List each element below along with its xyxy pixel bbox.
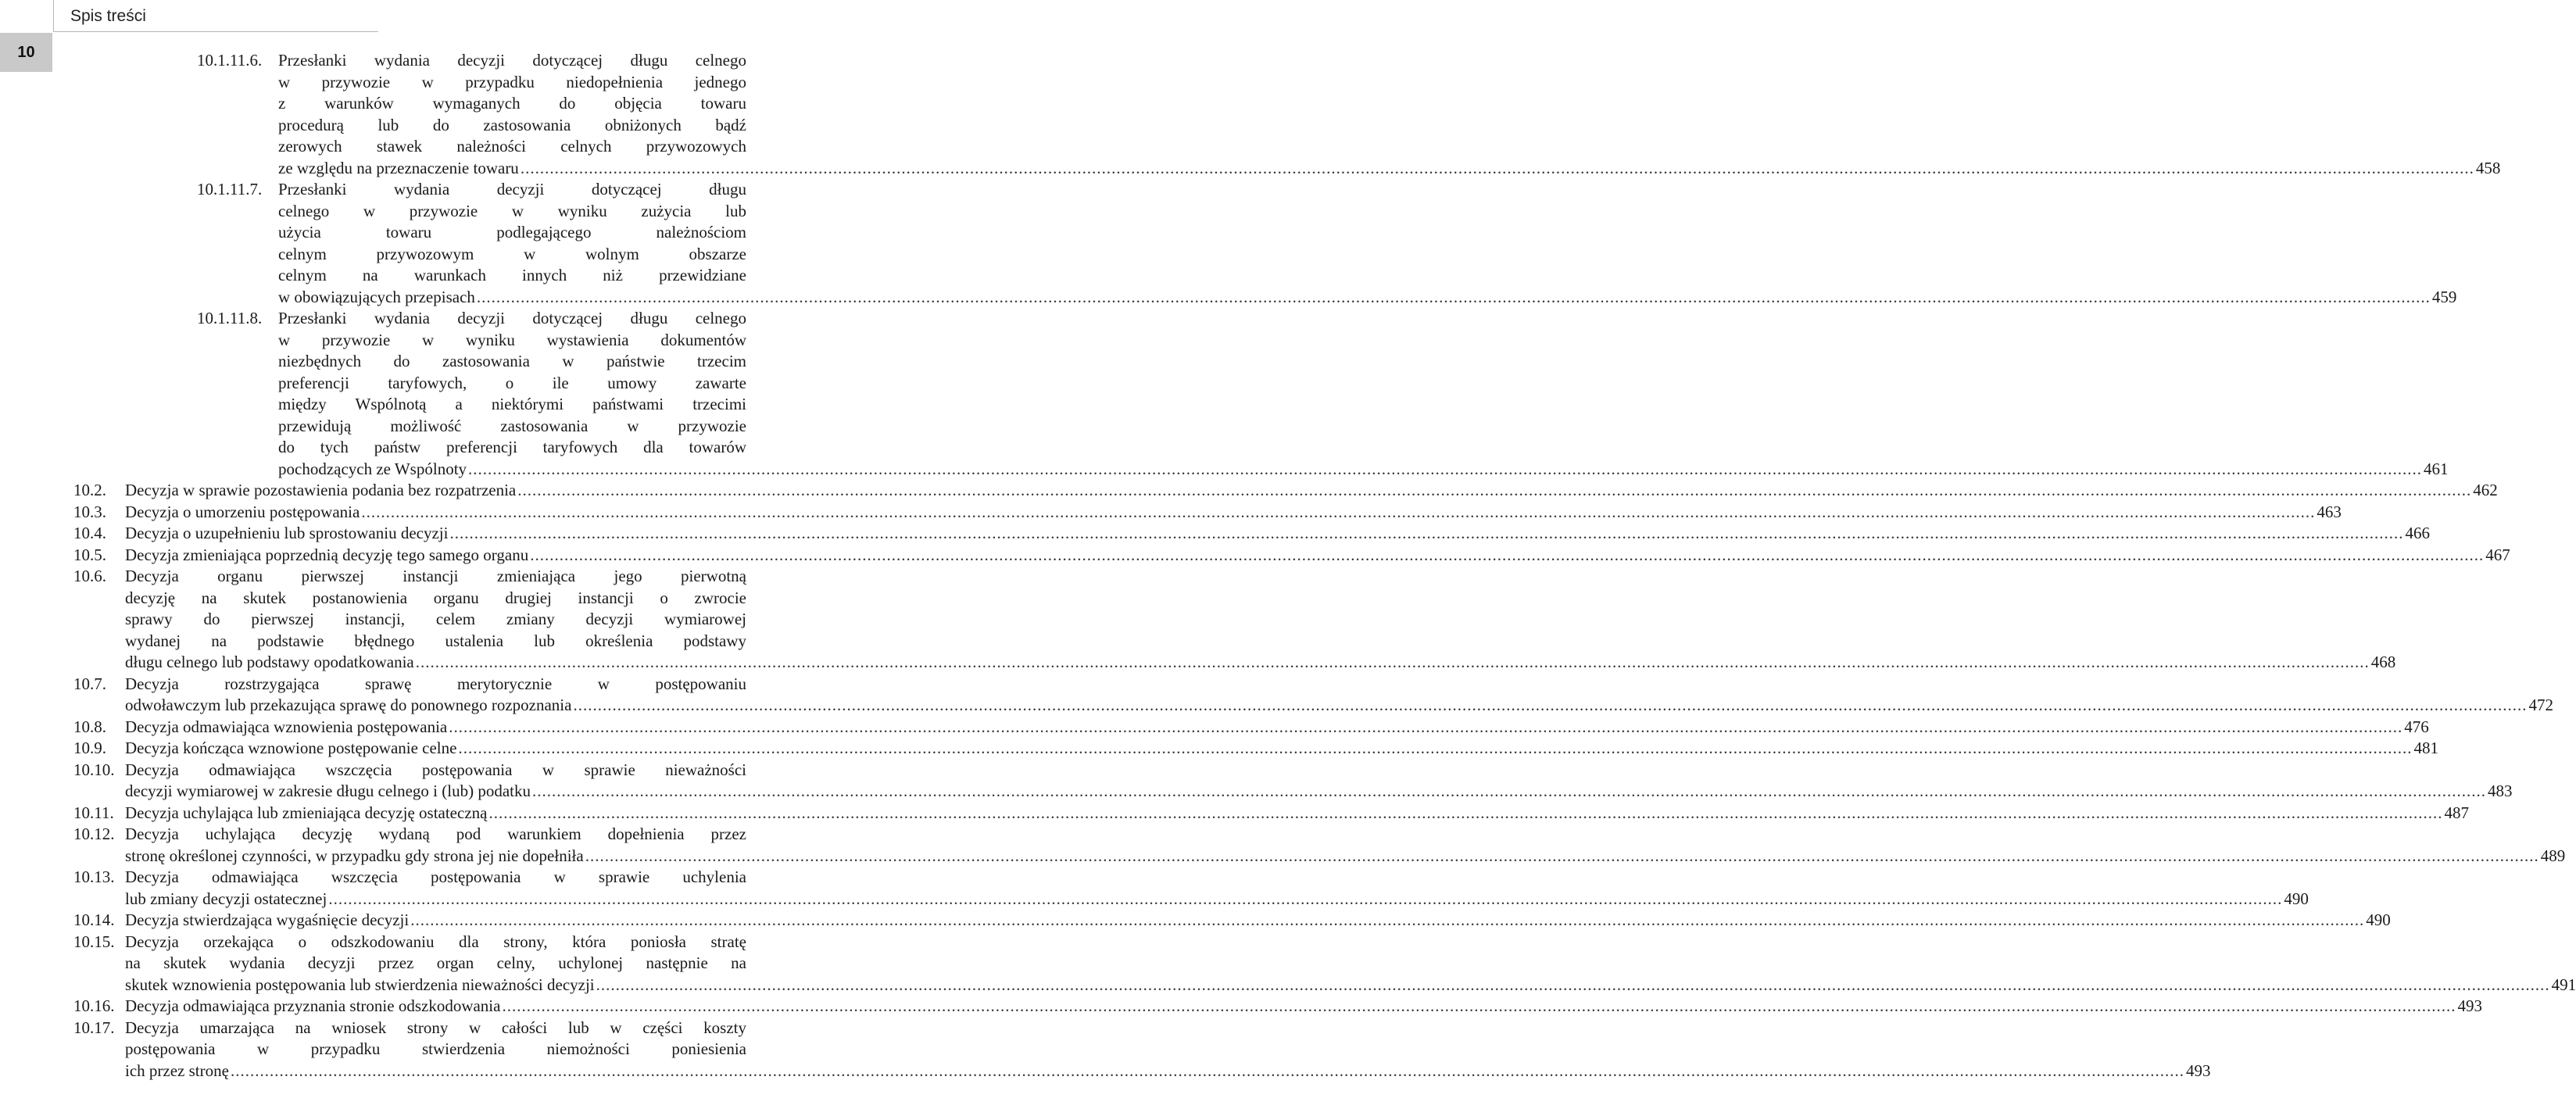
toc-entry-title-line: Decyzja odmawiająca przyznania stronie odszkodowania bbox=[125, 996, 501, 1015]
dot-leader: ................................................................................................................................................................................................................................................................................................................................................................................................................ bbox=[488, 803, 2443, 822]
toc-entry-last-line bbox=[125, 996, 2482, 1018]
toc-entry[interactable] bbox=[0, 824, 2566, 867]
dot-leader: ................................................................................................................................................................................................................................................................................................................................................................................................................ bbox=[585, 846, 2539, 865]
toc-entry-title-line: długu celnego lub podstawy opodatkowania bbox=[125, 653, 414, 671]
toc-entry-title-line: Decyzja uchylająca lub zmieniająca decyzję ostateczną bbox=[125, 803, 488, 822]
toc-entry-title-line: Decyzja o uzupełnieniu lub sprostowaniu decyzji bbox=[125, 524, 449, 542]
dot-leader: ................................................................................................................................................................................................................................................................................................................................................................................................................ bbox=[415, 653, 2370, 671]
dot-leader: ................................................................................................................................................................................................................................................................................................................................................................................................................ bbox=[573, 696, 2528, 714]
toc-entry-title-line: użycia towaru podlegającego należnościom bbox=[278, 223, 746, 241]
toc-entry-page-number: 459 bbox=[2431, 287, 2457, 306]
dot-leader: ................................................................................................................................................................................................................................................................................................................................................................................................................ bbox=[530, 545, 2485, 564]
toc-entry-title-line: zerowych stawek należności celnych przywozowych bbox=[278, 137, 746, 156]
toc-entry-title bbox=[125, 523, 2430, 545]
toc-entry-page-number: 491 bbox=[2551, 975, 2576, 994]
toc-entry-title bbox=[125, 717, 2429, 739]
dot-leader: ................................................................................................................................................................................................................................................................................................................................................................................................................ bbox=[458, 739, 2413, 757]
toc-entry-page-number: 467 bbox=[2485, 545, 2510, 564]
toc-entry[interactable] bbox=[0, 738, 2438, 760]
toc-entry-title-line: ich przez stronę bbox=[125, 1061, 229, 1080]
toc-entry-title bbox=[125, 910, 2391, 932]
toc-entry[interactable] bbox=[0, 760, 2513, 803]
header-horizontal-rule bbox=[53, 31, 378, 32]
toc-entry-title-line: Decyzja odmawiająca wszczęcia postępowania w sprawie nieważności bbox=[125, 760, 746, 779]
dot-leader: ................................................................................................................................................................................................................................................................................................................................................................................................................ bbox=[476, 287, 2431, 306]
page-number-badge: 10 bbox=[0, 33, 52, 72]
toc-entry-page-number: 493 bbox=[2457, 996, 2482, 1015]
dot-leader: ................................................................................................................................................................................................................................................................................................................................................................................................................ bbox=[230, 1061, 2184, 1080]
toc-entry-page-number: 481 bbox=[2413, 739, 2438, 757]
toc-entry-page-number: 468 bbox=[2370, 653, 2396, 671]
toc-entry-last-line bbox=[125, 523, 2430, 545]
toc-entry-title bbox=[125, 996, 2482, 1018]
toc-entry-title bbox=[125, 803, 2469, 824]
toc-entry-title-line: Decyzja kończąca wznowione postępowanie celne bbox=[125, 739, 457, 757]
toc-entry-title bbox=[125, 674, 2553, 717]
toc-entry-title-line: celnym na warunkach innych niż przewidziane bbox=[278, 266, 746, 284]
toc-entry-title-line: z warunków wymaganych do objęcia towaru bbox=[278, 94, 746, 113]
toc-entry-page-number: 462 bbox=[2473, 481, 2498, 499]
toc-entry-title-line: Decyzja odmawiająca wszczęcia postępowania w sprawie uchylenia bbox=[125, 867, 746, 886]
toc-entry-title bbox=[125, 867, 2309, 910]
toc-entry-last-line bbox=[125, 1061, 2211, 1082]
toc-entry[interactable] bbox=[0, 545, 2510, 567]
toc-entry-title-line: Decyzja organu pierwszej instancji zmieniająca jego pierwotną bbox=[125, 567, 746, 585]
toc-entry-page-number: 476 bbox=[2404, 717, 2429, 736]
toc-entry-title-line: decyzję na skutek postanowienia organu drugiej instancji o zwrocie bbox=[125, 588, 746, 607]
dot-leader: ................................................................................................................................................................................................................................................................................................................................................................................................................ bbox=[517, 481, 2472, 499]
toc-entry-number: 10.7. bbox=[73, 674, 106, 693]
toc-entry-number: 10.4. bbox=[73, 524, 106, 542]
toc-entry-title-line: do tych państw preferencji taryfowych dla towarów bbox=[278, 438, 746, 456]
toc-entry[interactable] bbox=[0, 996, 2482, 1018]
toc-entry[interactable] bbox=[0, 523, 2430, 545]
toc-entry-number: 10.1.11.7. bbox=[197, 180, 263, 199]
toc-entry-last-line bbox=[125, 803, 2469, 824]
dot-leader: ................................................................................................................................................................................................................................................................................................................................................................................................................ bbox=[596, 975, 2550, 994]
toc-entry-title-line: decyzji wymiarowej w zakresie długu celnego i (lub) podatku bbox=[125, 782, 531, 800]
toc-entry-last-line bbox=[125, 695, 2553, 717]
dot-leader: ................................................................................................................................................................................................................................................................................................................................................................................................................ bbox=[449, 524, 2404, 542]
toc-entry[interactable] bbox=[0, 566, 2396, 674]
toc-entry-title-line: Decyzja uchylająca decyzję wydaną pod warunkiem dopełnienia przez bbox=[125, 824, 746, 843]
running-header-title: Spis treści bbox=[70, 7, 146, 25]
dot-leader: ................................................................................................................................................................................................................................................................................................................................................................................................................ bbox=[328, 889, 2283, 908]
toc-entry-last-line bbox=[125, 889, 2309, 910]
toc-entry-title-line: ze względu na przeznaczenie towaru bbox=[278, 158, 519, 177]
toc-entry-title-line: stronę określonej czynności, w przypadku gdy strona jej nie dopełniła bbox=[125, 846, 584, 865]
table-of-contents bbox=[0, 50, 2576, 1082]
toc-entry-number: 10.8. bbox=[73, 717, 106, 736]
toc-entry-number: 10.5. bbox=[73, 545, 106, 564]
toc-entry-title-line: w przywozie w przypadku niedopełnienia jednego bbox=[278, 72, 746, 91]
toc-entry-page-number: 461 bbox=[2424, 459, 2449, 478]
toc-entry[interactable] bbox=[0, 308, 2449, 480]
toc-entry-last-line bbox=[125, 480, 2498, 502]
toc-entry[interactable] bbox=[0, 867, 2309, 910]
toc-entry-title bbox=[125, 566, 2396, 674]
toc-entry-number: 10.13. bbox=[73, 867, 115, 886]
toc-entry-number: 10.1.11.8. bbox=[197, 309, 263, 327]
toc-entry-last-line bbox=[125, 975, 2576, 996]
toc-entry-number: 10.9. bbox=[73, 739, 106, 757]
toc-entry-title-line: Decyzja w sprawie pozostawienia podania bez rozpatrzenia bbox=[125, 481, 517, 499]
toc-entry-last-line bbox=[278, 287, 2457, 309]
toc-entry-title-line: celnym przywozowym w wolnym obszarze bbox=[278, 244, 746, 263]
toc-entry-page-number: 493 bbox=[2185, 1061, 2211, 1080]
toc-entry-number: 10.10. bbox=[73, 760, 115, 779]
toc-entry-title bbox=[125, 480, 2498, 502]
toc-entry-number: 10.1.11.6. bbox=[197, 51, 263, 70]
toc-entry-last-line bbox=[278, 459, 2449, 481]
toc-entry-title bbox=[125, 502, 2342, 524]
toc-entry-last-line bbox=[278, 158, 2501, 180]
toc-entry[interactable] bbox=[0, 717, 2429, 739]
toc-entry-title bbox=[125, 545, 2510, 567]
toc-entry-title-line: procedurą lub do zastosowania obniżonych bądź bbox=[278, 115, 746, 134]
toc-entry-title-line: przewidują możliwość zastosowania w przywozie bbox=[278, 416, 746, 435]
toc-entry-title bbox=[125, 932, 2576, 996]
toc-entry[interactable] bbox=[0, 480, 2498, 502]
toc-entry-title bbox=[125, 760, 2513, 803]
toc-entry[interactable] bbox=[0, 50, 2501, 179]
toc-entry-title-line: sprawy do pierwszej instancji, celem zmiany decyzji wymiarowej bbox=[125, 610, 746, 628]
dot-leader: ................................................................................................................................................................................................................................................................................................................................................................................................................ bbox=[361, 502, 2316, 521]
toc-entry-title-line: na skutek wydania decyzji przez organ celny, uchylonej następnie na bbox=[125, 953, 746, 972]
toc-entry-last-line bbox=[125, 545, 2510, 567]
toc-entry-last-line bbox=[125, 781, 2513, 803]
toc-entry-last-line bbox=[125, 910, 2391, 932]
toc-entry-last-line bbox=[125, 502, 2342, 524]
toc-entry-number: 10.3. bbox=[73, 502, 106, 521]
toc-entry-page-number: 483 bbox=[2488, 782, 2513, 800]
toc-entry-title bbox=[125, 824, 2566, 867]
toc-entry-title-line: odwoławczym lub przekazująca sprawę do ponownego rozpoznania bbox=[125, 696, 572, 714]
toc-entry-title-line: Decyzja rozstrzygająca sprawę merytorycznie w postępowaniu bbox=[125, 674, 746, 693]
toc-entry-number: 10.11. bbox=[73, 803, 114, 822]
toc-entry-last-line bbox=[125, 717, 2429, 739]
toc-entry-page-number: 472 bbox=[2528, 696, 2553, 714]
toc-entry-page-number: 490 bbox=[2284, 889, 2309, 908]
toc-entry-title-line: Decyzja umarzająca na wniosek strony w całości lub w części koszty bbox=[125, 1018, 746, 1037]
toc-entry[interactable] bbox=[0, 502, 2342, 524]
toc-entry-title-line: Decyzja stwierdzająca wygaśnięcie decyzji bbox=[125, 910, 410, 929]
toc-entry-page-number: 466 bbox=[2405, 524, 2430, 542]
toc-entry-title-line: Decyzja zmieniająca poprzednią decyzję tego samego organu bbox=[125, 545, 529, 564]
toc-entry-page-number: 458 bbox=[2475, 158, 2501, 177]
toc-entry-title-line: w obowiązujących przepisach bbox=[278, 287, 475, 306]
toc-entry-title bbox=[125, 1018, 2211, 1082]
toc-entry-page-number: 490 bbox=[2366, 910, 2391, 929]
toc-entry-page-number: 487 bbox=[2444, 803, 2469, 822]
toc-entry-title-line: Przesłanki wydania decyzji dotyczącej długu celnego bbox=[278, 309, 746, 327]
toc-entry-page-number: 463 bbox=[2317, 502, 2342, 521]
toc-entry-title-line: skutek wznowienia postępowania lub stwierdzenia nieważności decyzji bbox=[125, 975, 595, 994]
toc-entry-number: 10.15. bbox=[73, 932, 115, 951]
toc-entry-title-line: Decyzja odmawiająca wznowienia postępowania bbox=[125, 717, 448, 736]
toc-entry-number: 10.17. bbox=[73, 1018, 115, 1037]
toc-entry-title-line: wydanej na podstawie błędnego ustalenia lub określenia podstawy bbox=[125, 631, 746, 650]
dot-leader: ................................................................................................................................................................................................................................................................................................................................................................................................................ bbox=[410, 910, 2365, 929]
toc-entry-title-line: Przesłanki wydania decyzji dotyczącej długu bbox=[278, 180, 746, 199]
toc-entry-number: 10.14. bbox=[73, 910, 115, 929]
dot-leader: ................................................................................................................................................................................................................................................................................................................................................................................................................ bbox=[520, 158, 2474, 177]
toc-entry-title-line: Decyzja orzekająca o odszkodowaniu dla strony, która poniosła stratę bbox=[125, 932, 746, 951]
toc-entry-title-line: w przywozie w wyniku wystawienia dokumentów bbox=[278, 330, 746, 349]
toc-entry-last-line bbox=[125, 738, 2438, 760]
dot-leader: ................................................................................................................................................................................................................................................................................................................................................................................................................ bbox=[532, 782, 2486, 800]
toc-entry-title bbox=[125, 738, 2438, 760]
toc-entry[interactable] bbox=[0, 932, 2576, 996]
toc-entry-number: 10.12. bbox=[73, 824, 115, 843]
toc-entry[interactable] bbox=[0, 179, 2457, 308]
toc-entry-number: 10.2. bbox=[73, 481, 106, 499]
toc-entry[interactable] bbox=[0, 674, 2553, 717]
toc-entry-title-line: między Wspólnotą a niektórymi państwami trzecimi bbox=[278, 395, 746, 413]
header-vertical-rule bbox=[53, 0, 54, 31]
toc-entry-title-line: preferencji taryfowych, o ile umowy zawarte bbox=[278, 373, 746, 392]
toc-entry-title-line: postępowania w przypadku stwierdzenia niemożności poniesienia bbox=[125, 1039, 746, 1058]
toc-entry-title bbox=[278, 50, 2501, 179]
toc-entry-page-number: 489 bbox=[2540, 846, 2566, 865]
toc-entry-number: 10.16. bbox=[73, 996, 115, 1015]
toc-entry-title bbox=[278, 308, 2449, 480]
dot-leader: ................................................................................................................................................................................................................................................................................................................................................................................................................ bbox=[449, 717, 2403, 736]
toc-entry[interactable] bbox=[0, 803, 2469, 824]
dot-leader: ................................................................................................................................................................................................................................................................................................................................................................................................................ bbox=[468, 459, 2423, 478]
toc-entry-title-line: celnego w przywozie w wyniku zużycia lub bbox=[278, 201, 746, 220]
toc-entry-number: 10.6. bbox=[73, 567, 106, 585]
toc-entry-title-line: Decyzja o umorzeniu postępowania bbox=[125, 502, 360, 521]
toc-entry-title bbox=[278, 179, 2457, 308]
toc-entry-last-line bbox=[125, 652, 2396, 674]
toc-entry-title-line: lub zmiany decyzji ostatecznej bbox=[125, 889, 327, 908]
toc-entry[interactable] bbox=[0, 1018, 2211, 1082]
toc-entry[interactable] bbox=[0, 910, 2391, 932]
dot-leader: ................................................................................................................................................................................................................................................................................................................................................................................................................ bbox=[502, 996, 2456, 1015]
toc-entry-title-line: pochodzących ze Wspólnoty bbox=[278, 459, 467, 478]
toc-entry-last-line bbox=[125, 846, 2566, 867]
toc-entry-title-line: niezbędnych do zastosowania w państwie trzecim bbox=[278, 352, 746, 370]
toc-entry-title-line: Przesłanki wydania decyzji dotyczącej długu celnego bbox=[278, 51, 746, 70]
